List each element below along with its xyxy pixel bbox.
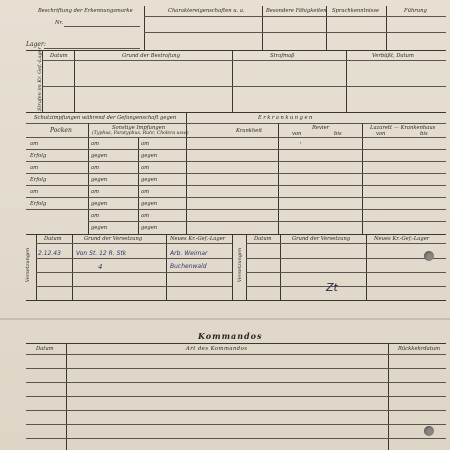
revier-header: Revier	[312, 125, 330, 131]
sonst-am: am	[141, 165, 150, 171]
strafen-strafmass-header: Strafmaß	[270, 53, 295, 59]
pocken-row-erfolg-3: Erfolg	[30, 201, 47, 207]
sonst-am: am	[141, 141, 150, 147]
lager-label: Lager:	[26, 41, 46, 48]
vl-entry-grund-2: 4	[98, 263, 103, 271]
fold-crease	[0, 318, 450, 320]
sonst-gegen: gegen	[91, 225, 108, 231]
vl-datum-header: Datum	[44, 236, 62, 242]
punch-hole-upper	[424, 251, 434, 261]
nr-label: Nr.	[55, 20, 64, 26]
versetzungen-right-side-label: Versetzungen	[237, 247, 243, 283]
sonst-am: am	[91, 213, 100, 219]
pocken-row-am-1: am	[30, 141, 39, 147]
fuehrung-label: Führung	[404, 8, 427, 14]
vl-entry-grund: Von St. 12 R. Stk	[76, 250, 127, 257]
sonst-gegen: gegen	[141, 201, 158, 207]
kommandos-art-header: Art des Kommandos	[186, 346, 248, 352]
vr-mark: Zt	[326, 281, 338, 294]
vl-entry-lager: Arb. Weimar	[170, 250, 208, 257]
sonstige-header: Sonstige Impfungen	[112, 125, 166, 131]
krankheit-header: Krankheit	[236, 128, 263, 134]
sonstige-subheader: (Typhus, Paratyphus, Ruhr, Cholera usw.)	[92, 131, 189, 136]
sonst-gegen: gegen	[141, 177, 158, 183]
kommandos-datum-header: Datum	[36, 346, 54, 352]
strafen-grund-header: Grund der Bestrafung	[122, 53, 180, 59]
pocken-row-am-2: am	[30, 165, 39, 171]
vr-datum-header: Datum	[254, 236, 272, 242]
nr-line	[64, 26, 140, 27]
sonst-gegen: gegen	[141, 153, 158, 159]
pocken-row-erfolg-1: Erfolg	[30, 153, 47, 159]
sonst-am: am	[91, 189, 100, 195]
versetzungen-left-side-label: Versetzungen	[25, 247, 31, 283]
charakter-label: Charaktereigenschaften u. a.	[168, 8, 245, 14]
strafen-side-label: Strafen im Kr. Gef.-Lager	[37, 47, 43, 111]
lazarett-header: Lazarett — Krankenhaus	[370, 125, 436, 131]
sonst-gegen: gegen	[91, 153, 108, 159]
vr-grund-header: Grund der Versetzung	[292, 236, 351, 242]
sonst-am: am	[141, 213, 150, 219]
vl-grund-header: Grund der Versetzung	[84, 236, 143, 242]
kommandos-title: Kommandos	[198, 331, 263, 341]
faehigkeiten-label: Besondere Fähigkeiten	[266, 8, 327, 14]
punch-hole-lower	[424, 426, 434, 436]
pocken-row-am-3: am	[30, 189, 39, 195]
impfungen-title: Schutzimpfungen während der Gefangenschaft gegen	[34, 115, 177, 121]
vl-entry-lager-2: Buchenwald	[170, 263, 207, 270]
pocken-row-erfolg-2: Erfolg	[30, 177, 47, 183]
sonst-am: am	[141, 189, 150, 195]
erkrankungen-title: Erkrankungen	[258, 115, 314, 121]
revier-bis: bis	[334, 131, 342, 137]
sonst-am: am	[91, 141, 100, 147]
vr-lager-header: Neues Kr.-Gef.-Lager	[374, 236, 430, 242]
vl-lager-header: Neues Kr.-Gef.-Lager	[170, 236, 226, 242]
sprachen-label: Sprachkenntnisse	[332, 8, 380, 14]
sonst-am: am	[91, 165, 100, 171]
lazarett-von: von	[376, 131, 386, 137]
revier-mark: ,	[300, 138, 302, 145]
strafen-datum-header: Datum	[50, 53, 68, 59]
pocken-header: Pocken	[50, 127, 72, 134]
vl-entry-date: 2.12.43	[38, 250, 61, 257]
kommandos-rueckkehr-header: Rückkehrdatum	[398, 346, 441, 352]
lazarett-bis: bis	[420, 131, 428, 137]
strafen-verbuesst-header: Verbüßt, Datum	[372, 53, 414, 59]
sonst-gegen: gegen	[141, 225, 158, 231]
lager-line	[44, 48, 140, 49]
sonst-gegen: gegen	[91, 201, 108, 207]
sonst-gegen: gegen	[91, 177, 108, 183]
revier-von: von	[292, 131, 302, 137]
erkennungsmarke-label: Beschriftung der Erkennungsmarke	[38, 8, 133, 14]
